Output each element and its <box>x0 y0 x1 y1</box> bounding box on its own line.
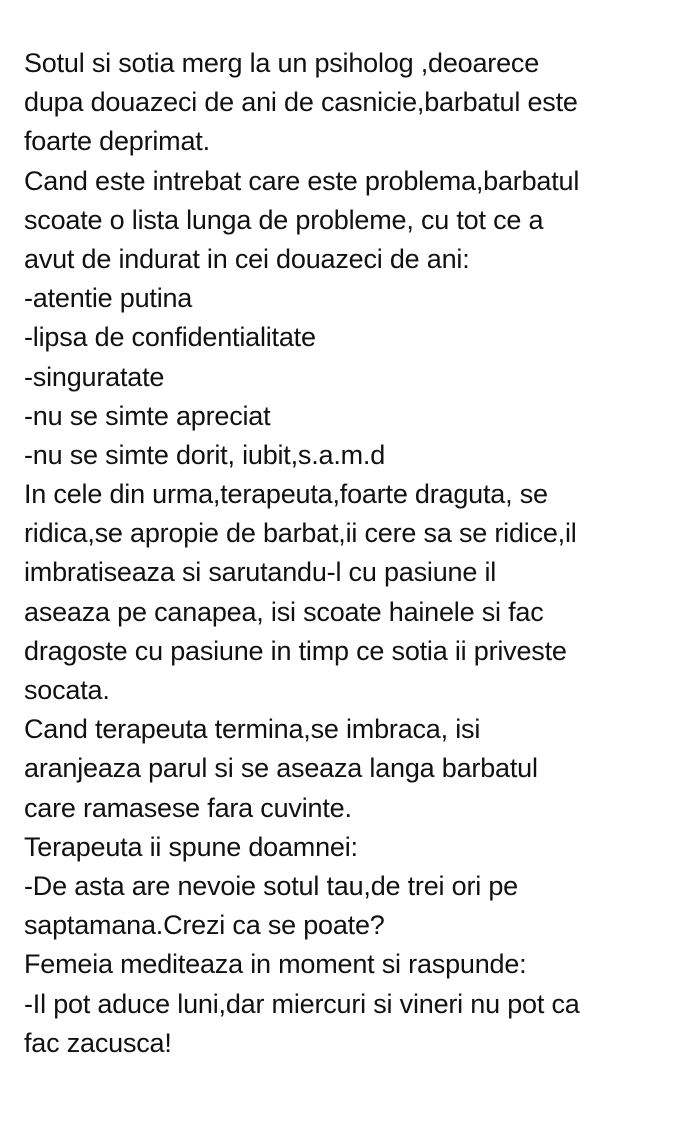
text-line: socata. <box>24 675 110 705</box>
text-line: Cand este intrebat care este problema,barbatul <box>24 165 580 196</box>
joke-text <box>24 44 694 1063</box>
list-item: -singuratate <box>24 361 165 392</box>
text-line: imbratiseaza si sarutandu-l cu pasiune il <box>24 557 497 588</box>
list-item: -nu se simte apreciat <box>24 400 271 431</box>
text-line: scoate o lista lunga de probleme, cu tot ce a <box>24 204 544 235</box>
text-line: In cele din urma,terapeuta,foarte draguta, se <box>24 479 548 510</box>
text-line: Femeia mediteaza in moment si raspunde: <box>24 949 527 980</box>
text-line: dragoste cu pasiune in timp ce sotia ii priveste <box>24 635 567 666</box>
list-item: -lipsa de confidentialitate <box>24 322 316 353</box>
text-line: aseaza pe canapea, isi scoate hainele si fac <box>24 596 544 627</box>
text-line: ridica,se apropie de barbat,ii cere sa se ridice,il <box>24 518 577 549</box>
dialogue-line: -Il pot aduce luni,dar miercuri si vineri nu pot ca <box>24 988 580 1019</box>
text-line: dupa douazeci de ani de casnicie,barbatul este <box>24 87 578 118</box>
text-line: Terapeuta ii spune doamnei: <box>24 831 358 862</box>
list-item: -atentie putina <box>24 283 193 314</box>
dialogue-line: -De asta are nevoie sotul tau,de trei ori pe <box>24 870 518 901</box>
text-line: foarte deprimat. <box>24 126 210 157</box>
text-line: care ramasese fara cuvinte. <box>24 792 352 823</box>
list-item: -nu se simte dorit, iubit,s.a.m.d <box>24 439 386 470</box>
text-line: aranjeaza parul si se aseaza langa barbatul <box>24 753 538 784</box>
dialogue-line: saptamana.Crezi ca se poate? <box>24 910 385 941</box>
text-line: Sotul si sotia merg la un psiholog ,deoarece <box>24 48 540 78</box>
text-line: Cand terapeuta termina,se imbraca, isi <box>24 714 481 745</box>
text-line: avut de indurat in cei douazeci de ani: <box>24 243 470 274</box>
dialogue-line: fac zacusca! <box>24 1027 172 1058</box>
